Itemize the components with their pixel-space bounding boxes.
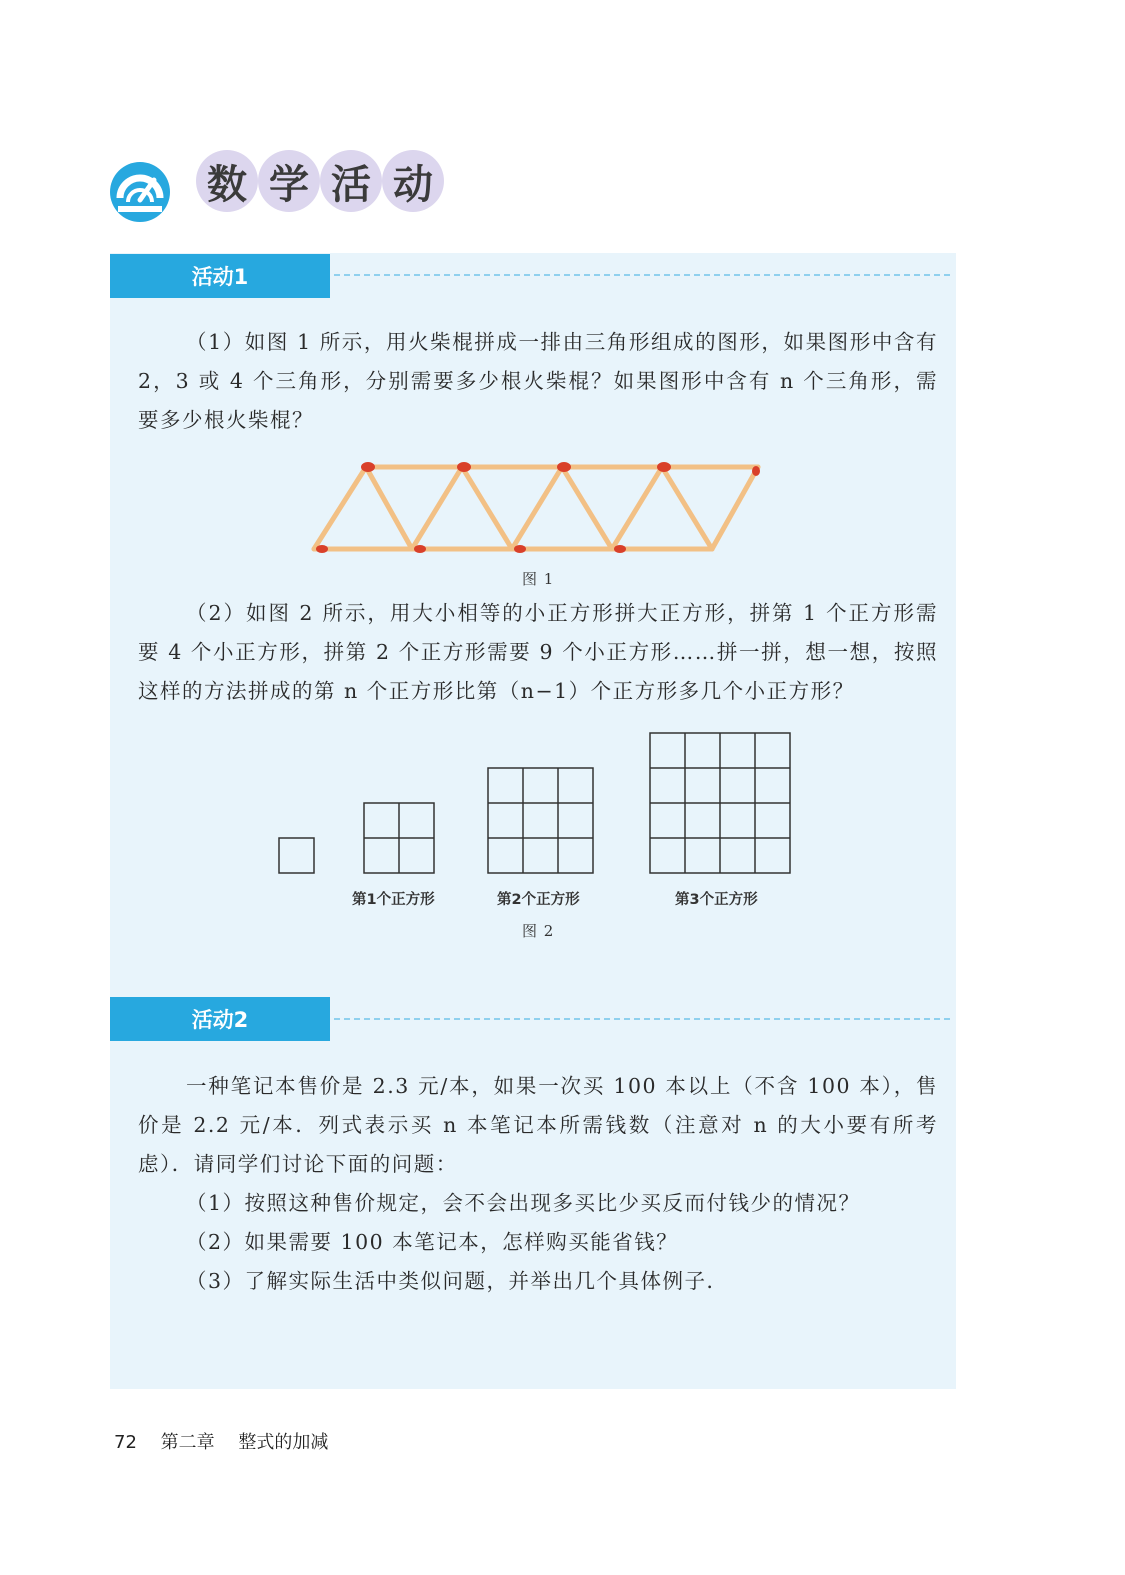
activity2-tab: 活动2 — [110, 997, 330, 1041]
figure2-label-3: 第3个正方形 — [675, 892, 758, 908]
page-footer — [114, 1428, 346, 1454]
figure2-label-2: 第2个正方形 — [497, 892, 580, 908]
figure2-caption: 图 2 — [522, 922, 555, 940]
figure1-caption: 图 1 — [522, 570, 555, 588]
activity2-item-2: （2）如果需要 100 本笔记本，怎样购买能省钱？ — [186, 1230, 679, 1254]
title-char-2: 学 — [258, 150, 320, 212]
title-char-3: 活 — [320, 150, 382, 212]
page-number: 72 — [114, 1432, 137, 1453]
activity1-tab: 活动1 — [110, 254, 330, 298]
activity2-intro: 一种笔记本售价是 2.3 元/本，如果一次买 100 本以上（不含 100 本），售价是 2.2 元/本．列式表示买 n 本笔记本所需钱数（注意对 n 的大小要有所考虑）．请同学们讨论下面的问题： — [138, 1074, 938, 1176]
title-char-4: 动 — [382, 150, 444, 212]
activity2-item-1: （1）按照这种售价规定，会不会出现多买比少买反而付钱少的情况？ — [186, 1191, 861, 1215]
chapter-number: 第二章 — [160, 1432, 215, 1453]
figure2-label-1: 第1个正方形 — [352, 892, 435, 908]
figure1-matchsticks — [300, 455, 770, 565]
figure2-squares — [270, 725, 800, 885]
divider-dashed — [334, 1018, 950, 1020]
activity2-item-3: （3）了解实际生活中类似问题，并举出几个具体例子． — [186, 1269, 729, 1293]
divider-dashed — [334, 274, 950, 276]
chapter-title: 整式的加减 — [238, 1432, 329, 1453]
title-char-1: 数 — [196, 150, 258, 212]
activity1-question2: （2）如图 2 所示，用大小相等的小正方形拼大正方形，拼第 1 个正方形需要 4 个小正方形，拼第 2 个正方形需要 9 个小正方形……拼一拼，想一想，按照这样的方法拼成的第 n 个正方形比第（n−1）个正方形多几个小正方形？ — [138, 601, 938, 703]
activity1-question1: （1）如图 1 所示，用火柴棍拼成一排由三角形组成的图形，如果图形中含有 2，3 或 4 个三角形，分别需要多少根火柴棍？如果图形中含有 n 个三角形，需要多少根火柴棍？ — [138, 330, 938, 432]
speedometer-icon — [108, 158, 172, 222]
